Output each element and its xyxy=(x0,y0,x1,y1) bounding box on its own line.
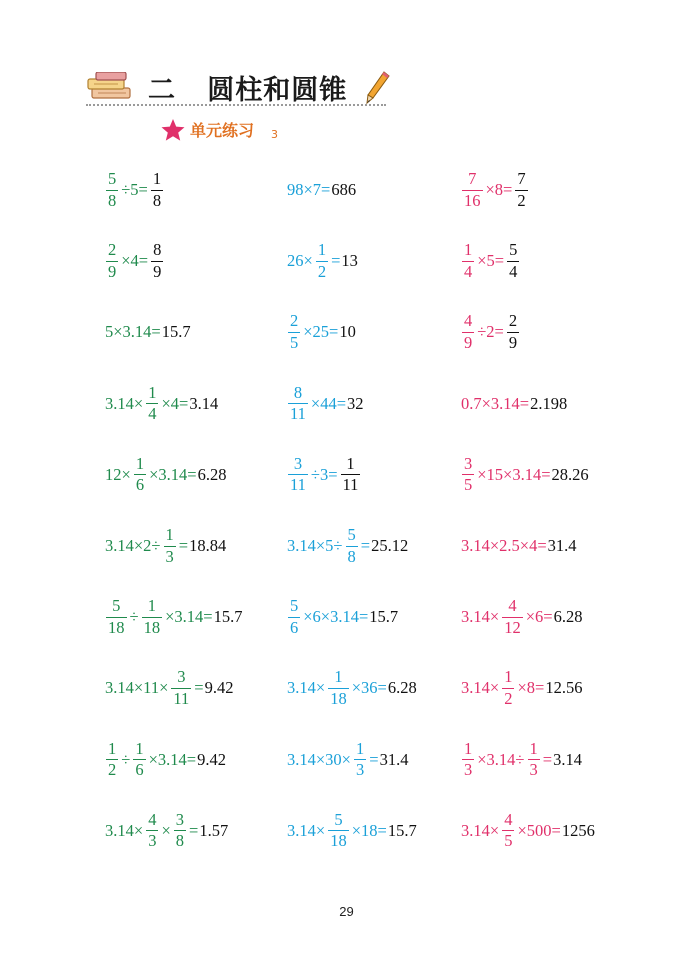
numerator: 1 xyxy=(334,667,343,687)
denominator: 2 xyxy=(317,261,327,281)
numerator: 7 xyxy=(468,169,477,188)
denominator: 18 xyxy=(108,617,125,637)
answer: 2.198 xyxy=(530,393,568,413)
denominator: 3 xyxy=(464,760,473,780)
expression-text: 3.14× xyxy=(105,393,144,413)
problem xyxy=(286,379,364,429)
problem xyxy=(460,735,582,785)
problem xyxy=(460,165,530,215)
answer: 6.28 xyxy=(197,464,227,484)
expression-text: 3.14×2÷ xyxy=(105,536,161,555)
answer: 1.57 xyxy=(199,820,229,840)
expression-text: = xyxy=(369,749,379,769)
expression-text: ×5= xyxy=(477,251,505,271)
expression-text: ×36= xyxy=(351,678,387,698)
denominator: 12 xyxy=(504,617,521,637)
denominator: 5 xyxy=(464,475,473,495)
answer: 13 xyxy=(341,251,358,271)
answer: 18.84 xyxy=(189,536,227,555)
fraction xyxy=(462,738,474,780)
numerator: 8 xyxy=(293,382,303,402)
fraction xyxy=(462,453,474,495)
fraction xyxy=(174,809,186,851)
denominator: 18 xyxy=(330,688,347,708)
denominator: 2 xyxy=(108,760,117,780)
denominator: 18 xyxy=(330,831,347,851)
problem xyxy=(104,806,228,856)
fraction xyxy=(328,809,349,851)
answer-fraction xyxy=(515,171,527,209)
expression-text: ×500= xyxy=(517,820,561,840)
problem xyxy=(104,735,226,785)
answer: 6.28 xyxy=(553,607,583,627)
expression-text: = xyxy=(542,749,553,769)
expression-text: ×6= xyxy=(525,607,553,627)
numerator: 3 xyxy=(464,453,473,473)
denominator: 3 xyxy=(529,760,538,780)
problem xyxy=(460,236,521,286)
denominator: 9 xyxy=(508,332,518,352)
answer: 31.4 xyxy=(547,536,577,555)
problem xyxy=(104,236,165,286)
problem xyxy=(460,379,567,429)
problem xyxy=(286,521,408,571)
numerator: 1 xyxy=(317,240,327,260)
problem xyxy=(104,592,242,642)
denominator: 9 xyxy=(153,261,162,281)
page-number: 29 xyxy=(339,904,354,919)
answer: 15.7 xyxy=(369,607,399,627)
denominator: 11 xyxy=(173,688,190,708)
fraction xyxy=(288,453,308,495)
denominator: 8 xyxy=(175,831,184,851)
answer: 686 xyxy=(331,180,357,199)
answer: 31.4 xyxy=(379,749,409,769)
numerator: 4 xyxy=(508,596,517,616)
section-title: 单元练习 xyxy=(190,121,255,140)
denominator: 9 xyxy=(464,332,473,352)
expression-text: 3.14× xyxy=(461,820,500,840)
numerator: 7 xyxy=(517,169,526,188)
fraction xyxy=(146,382,158,424)
fraction xyxy=(502,598,523,636)
expression-text: = xyxy=(194,678,204,698)
numerator: 5 xyxy=(509,240,518,260)
answer: 12.56 xyxy=(545,678,583,698)
problem xyxy=(104,379,218,429)
numerator: 1 xyxy=(135,453,145,473)
denominator: 8 xyxy=(347,546,356,566)
unit-title: 二 圆柱和圆锥 xyxy=(148,75,348,106)
expression-text: 12× xyxy=(105,464,131,484)
fraction xyxy=(146,809,158,851)
expression-text: = xyxy=(189,820,199,840)
expression-text: 3.14× xyxy=(287,820,326,840)
problem xyxy=(286,663,417,713)
fraction xyxy=(106,598,127,636)
numerator: 1 xyxy=(529,738,538,758)
expression-text: 3.14×5÷ xyxy=(287,536,343,555)
denominator: 3 xyxy=(356,760,365,780)
expression-text: 98×7= xyxy=(287,180,331,199)
expression-text: ×3.14= xyxy=(149,464,197,484)
expression-text: 3.14×30× xyxy=(287,749,351,769)
denominator: 2 xyxy=(504,688,513,708)
expression-text: ×8= xyxy=(485,180,513,199)
answer: 28.26 xyxy=(551,464,589,484)
fraction xyxy=(133,738,145,780)
fraction xyxy=(106,738,118,780)
answer: 15.7 xyxy=(161,322,191,342)
expression-text: 3.14×2.5×4= xyxy=(461,536,547,555)
answer: 25.12 xyxy=(371,536,409,555)
problem xyxy=(460,806,595,856)
numerator: 1 xyxy=(147,596,156,616)
numerator: 3 xyxy=(177,667,186,687)
expression-text: × xyxy=(161,820,171,840)
expression-text: = xyxy=(360,536,371,555)
problem xyxy=(286,236,358,286)
numerator: 1 xyxy=(346,453,355,473)
fraction xyxy=(502,809,514,851)
expression-text: 3.14× xyxy=(287,678,326,698)
denominator: 9 xyxy=(108,261,117,281)
denominator: 4 xyxy=(509,261,518,281)
answer-fraction xyxy=(341,453,361,495)
problem xyxy=(104,307,191,357)
problem xyxy=(104,450,226,500)
numerator: 5 xyxy=(108,169,117,188)
expression-text: = xyxy=(331,251,341,271)
numerator: 5 xyxy=(290,596,299,616)
expression-text: ×3.14= xyxy=(165,607,213,627)
numerator: 4 xyxy=(464,311,473,331)
numerator: 2 xyxy=(290,311,299,331)
expression-text: 26× xyxy=(287,251,313,271)
answer: 15.7 xyxy=(387,820,417,840)
section-number: 3 xyxy=(271,128,278,141)
denominator: 4 xyxy=(464,261,473,281)
answer: 32 xyxy=(347,393,364,413)
problem xyxy=(104,165,165,215)
numerator: 1 xyxy=(135,738,144,758)
numerator: 1 xyxy=(464,738,473,758)
numerator: 1 xyxy=(148,382,157,402)
fraction xyxy=(462,313,474,351)
fraction xyxy=(316,242,328,280)
answer: 6.28 xyxy=(387,678,417,698)
expression-text: ÷3= xyxy=(310,464,338,484)
expression-text: ×4= xyxy=(121,251,149,271)
expression-text: ×6×3.14= xyxy=(303,607,369,627)
numerator: 5 xyxy=(112,596,121,616)
denominator: 5 xyxy=(504,831,513,851)
numerator: 5 xyxy=(334,809,343,829)
numerator: 1 xyxy=(504,667,513,687)
expression-text: ÷2= xyxy=(477,322,504,342)
denominator: 18 xyxy=(143,617,161,637)
fraction xyxy=(354,738,366,780)
problem xyxy=(460,450,589,500)
numerator: 2 xyxy=(108,240,117,260)
expression-text: ×25= xyxy=(303,322,339,342)
fraction xyxy=(171,669,191,707)
fraction xyxy=(528,738,540,780)
problem xyxy=(286,165,356,215)
numerator: 5 xyxy=(347,525,356,544)
numerator: 8 xyxy=(153,240,162,260)
denominator: 11 xyxy=(342,475,359,495)
numerator: 3 xyxy=(175,809,184,829)
denominator: 11 xyxy=(290,475,306,495)
expression-text: ×18= xyxy=(351,820,387,840)
denominator: 8 xyxy=(152,190,162,210)
numerator: 3 xyxy=(293,453,303,473)
fraction xyxy=(142,598,163,636)
numerator: 2 xyxy=(508,311,518,331)
answer: 1256 xyxy=(561,820,595,840)
problem xyxy=(460,592,582,642)
fraction xyxy=(462,171,483,209)
denominator: 3 xyxy=(148,831,157,851)
answer: 9.42 xyxy=(204,678,234,698)
expression-text: = xyxy=(178,536,189,555)
fraction xyxy=(106,242,118,280)
expression-text: 3.14×11× xyxy=(105,678,169,698)
numerator: 1 xyxy=(108,738,117,758)
denominator: 11 xyxy=(290,404,306,424)
expression-text: 3.14× xyxy=(105,820,144,840)
denominator: 2 xyxy=(517,190,526,210)
fraction xyxy=(164,527,176,565)
answer: 3.14 xyxy=(189,393,219,413)
answer-fraction xyxy=(507,242,519,280)
problem xyxy=(286,450,362,500)
problem xyxy=(460,521,577,571)
expression-text: 3.14× xyxy=(461,678,500,698)
problem xyxy=(286,592,398,642)
fraction xyxy=(288,598,300,636)
numerator: 1 xyxy=(165,525,174,544)
denominator: 6 xyxy=(135,475,145,495)
problem xyxy=(104,663,233,713)
fraction xyxy=(106,171,118,209)
expression-text: 5×3.14= xyxy=(105,322,161,342)
problem xyxy=(460,663,582,713)
denominator: 6 xyxy=(135,760,144,780)
answer-fraction xyxy=(151,242,163,280)
denominator: 4 xyxy=(148,404,157,424)
fraction xyxy=(288,313,300,351)
expression-text: 0.7×3.14= xyxy=(461,393,530,413)
denominator: 6 xyxy=(290,617,299,637)
fraction xyxy=(462,242,474,280)
problem xyxy=(460,307,521,357)
denominator: 5 xyxy=(290,332,299,352)
problem xyxy=(104,521,226,571)
problem xyxy=(286,735,408,785)
fraction xyxy=(502,669,514,707)
numerator: 1 xyxy=(464,240,473,260)
expression-text: ÷ xyxy=(129,607,139,627)
expression-text: ×44= xyxy=(310,393,347,413)
expression-text: ÷ xyxy=(121,749,131,769)
problem xyxy=(286,806,417,856)
numerator: 1 xyxy=(152,169,162,188)
numerator: 4 xyxy=(148,809,157,829)
answer: 15.7 xyxy=(213,607,243,627)
answer-fraction xyxy=(507,313,519,351)
expression-text: ÷5= xyxy=(121,180,148,199)
expression-text: 3.14× xyxy=(461,607,500,627)
denominator: 8 xyxy=(108,190,117,210)
expression-text: ×15×3.14= xyxy=(477,464,551,484)
fraction xyxy=(346,527,358,565)
problem xyxy=(286,307,356,357)
fraction xyxy=(288,382,308,424)
answer-fraction xyxy=(151,171,163,209)
expression-text: ×3.14= xyxy=(148,749,197,769)
expression-text: ×8= xyxy=(517,678,545,698)
expression-text: ×4= xyxy=(161,393,189,413)
denominator: 16 xyxy=(464,190,481,210)
denominator: 3 xyxy=(165,546,174,566)
numerator: 4 xyxy=(504,809,513,829)
expression-text: ×3.14÷ xyxy=(477,749,525,769)
answer: 9.42 xyxy=(197,749,226,769)
answer: 3.14 xyxy=(553,749,582,769)
fraction xyxy=(328,669,349,707)
fraction xyxy=(134,453,146,495)
answer: 10 xyxy=(339,322,356,342)
numerator: 1 xyxy=(356,738,365,758)
